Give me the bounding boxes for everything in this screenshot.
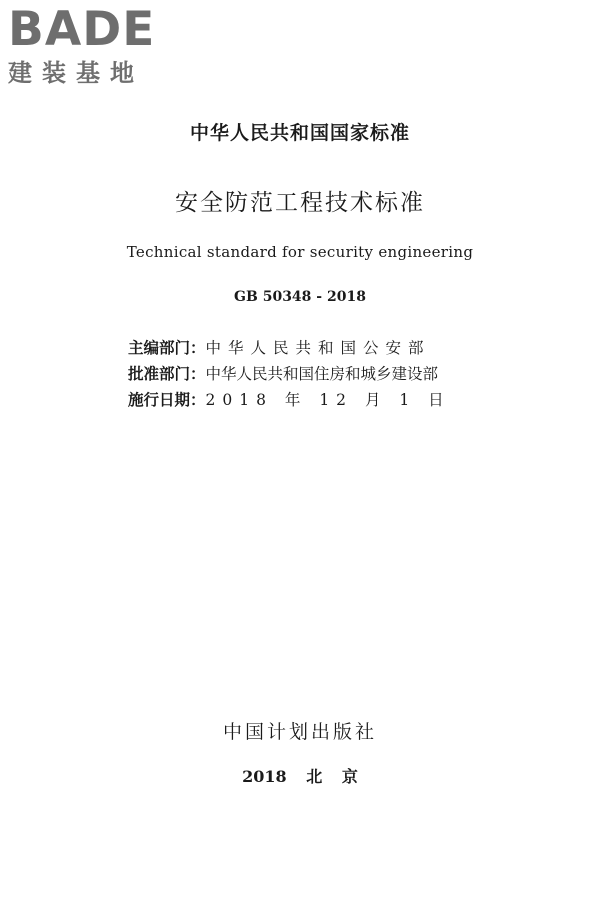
editor-label: 主编部门：: [128, 338, 206, 357]
effective-label: 施行日期：: [128, 390, 206, 409]
standard-meta: [128, 336, 478, 414]
approver-label: 批准部门：: [128, 364, 206, 383]
effective-row: [128, 388, 478, 414]
publisher-name: 中国计划出版社: [222, 721, 377, 743]
logo-subtitle: 建装基地: [8, 59, 144, 87]
editor-row: [128, 336, 478, 362]
standard-code: GB 50348 - 2018: [234, 289, 366, 305]
logo-wordmark: BADE: [8, 2, 156, 57]
approver-row: [128, 362, 478, 388]
standard-title-chinese: 安全防范工程技术标准: [175, 190, 425, 216]
approver-value: 中华人民共和国住房和城乡建设部: [205, 365, 439, 383]
standard-title-english: Technical standard for security engineering: [126, 243, 474, 261]
effective-value: 2018 年 12 月 1 日: [205, 391, 451, 409]
bade-logo: [8, 4, 188, 88]
publication-year-place: 2018 北 京: [242, 767, 358, 786]
national-standard-heading: 中华人民共和国国家标准: [189, 122, 410, 144]
editor-value: 中华人民共和国公安部: [205, 339, 431, 357]
